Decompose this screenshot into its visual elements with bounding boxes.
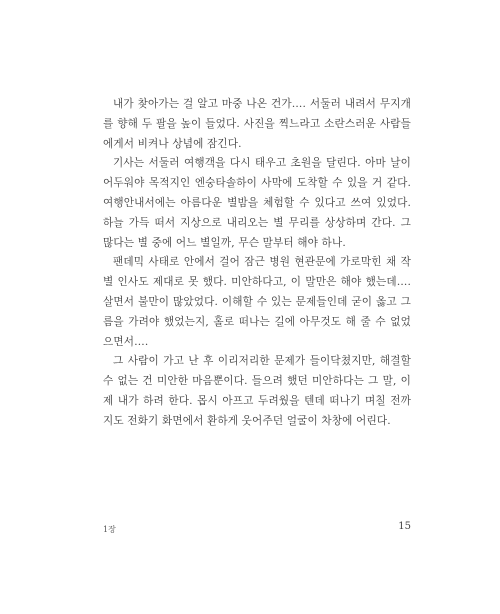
paragraph-1: 내가 찾아가는 걸 알고 마중 나온 건가…. 서둘러 내려서 무지개를 향해 두 팔을 높이 들었다. 사진을 찍느라고 소란스러운 사람들에게서 비켜나 상념에 잠긴다.: [103, 98, 411, 150]
page-number: 15: [398, 521, 411, 532]
body-text: [103, 95, 411, 432]
paragraph-3: 팬데믹 사태로 안에서 걸어 잠근 병원 현관문에 가로막힌 채 작별 인사도 제대로 못 했다. 미안하다고, 이 말만은 해야 했는데…. 살면서 불만이 많았었다. 이해할 수 있는 문제들인데 굳이 옳고 그름을 가려야 했었는지, 홀로 떠나는 길에 아무것도 해 줄 수 없었으면서….: [103, 256, 411, 348]
paragraph-2: 기사는 서둘러 여행객을 다시 태우고 초원을 달린다. 아마 날이 어두워야 목적지인 엔숭타솔하이 사막에 도착할 수 있을 거 같다. 여행안내서에는 아름다운 별밤을 체험할 수 있다고 쓰여 있었다. 하늘 가득 떠서 지상으로 내리오는 별 무리를 상상하며 간다. 그 많다는 별 중에 어느 별일까, 무슨 말부터 해야 하나.: [103, 157, 411, 249]
paragraph-4: 그 사람이 가고 난 후 이리저리한 문제가 들이닥쳤지만, 해결할 수 없는 건 미안한 마음뿐이다. 들으려 했던 미안하다는 그 말, 이제 내가 하려 한다. 몹시 아프고 두려웠을 텐데 떠나기 며칠 전까지도 전화기 화면에서 환하게 웃어주던 얼굴이 차창에 어린다.: [103, 355, 411, 427]
chapter-label: 1장: [103, 525, 116, 534]
